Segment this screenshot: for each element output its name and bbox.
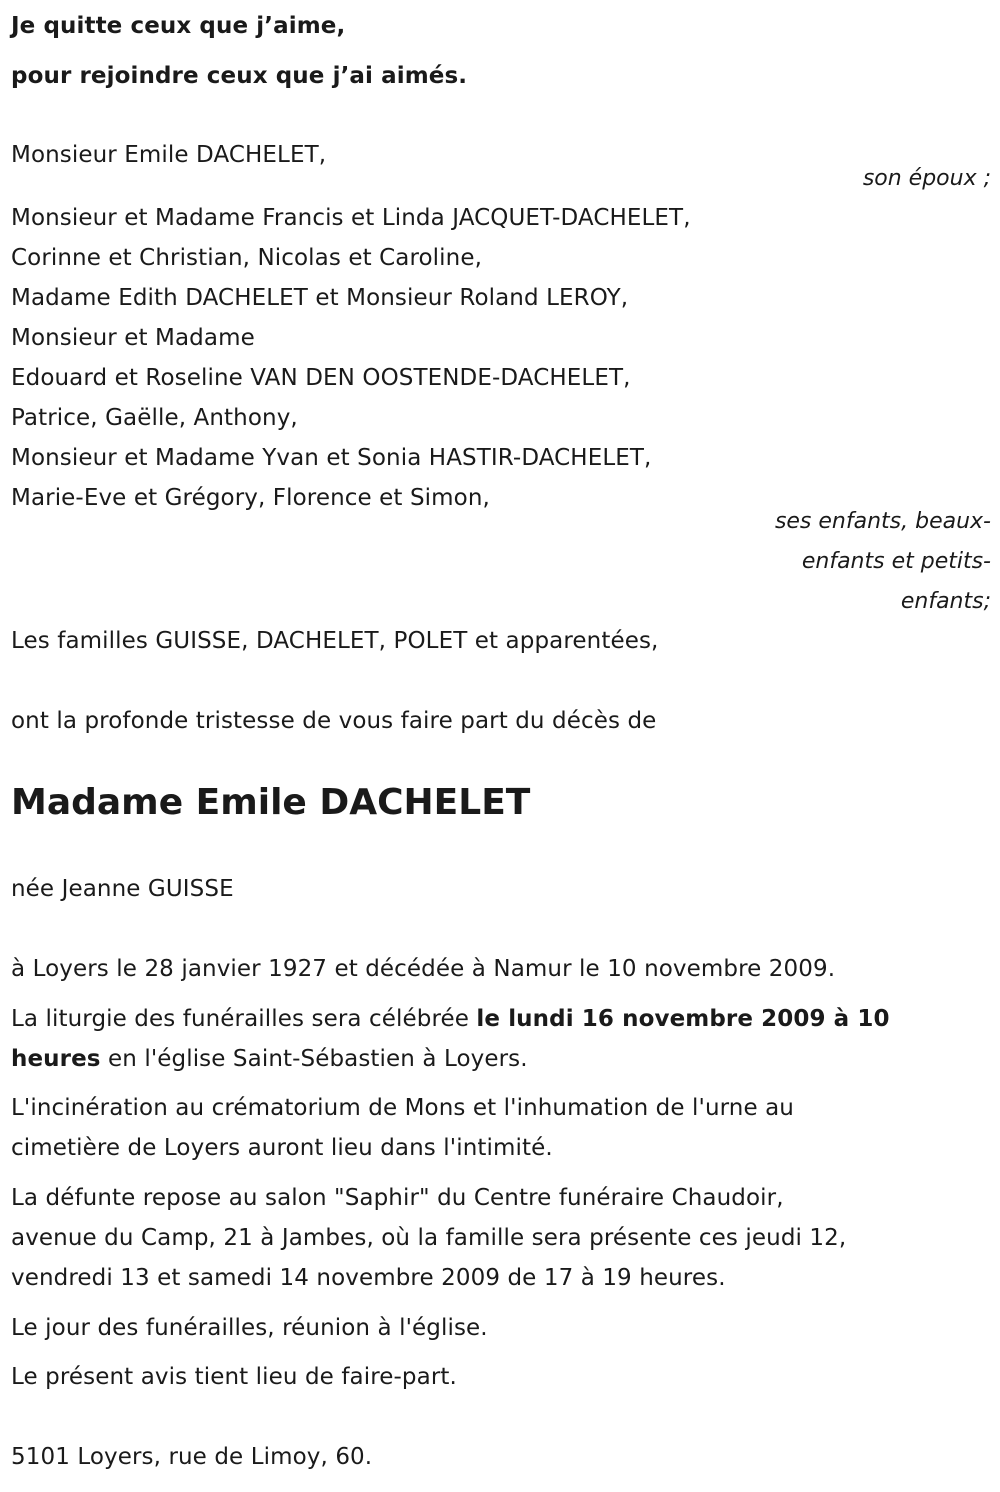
address-line: 5101 Loyers, rue de Limoy, 60. <box>11 1444 373 1470</box>
repose-line: La défunte repose au salon "Saphir" du Centre funéraire Chaudoir, <box>11 1185 784 1211</box>
liturgy-line-2 <box>11 1039 528 1079</box>
children-line: Monsieur et Madame <box>11 325 255 351</box>
liturgy-time: heures <box>11 1046 101 1072</box>
liturgy-line-1 <box>11 999 890 1039</box>
meeting-line: Le jour des funérailles, réunion à l'église. <box>11 1315 488 1341</box>
children-line: Monsieur et Madame Francis et Linda JACQUET-DACHELET, <box>11 205 691 231</box>
notice-line: Le présent avis tient lieu de faire-part. <box>11 1364 457 1390</box>
children-line: Monsieur et Madame Yvan et Sonia HASTIR-DACHELET, <box>11 445 652 471</box>
incineration-line: cimetière de Loyers auront lieu dans l'intimité. <box>11 1135 553 1161</box>
spouse-name: Monsieur Emile DACHELET, <box>11 142 327 168</box>
children-role-line: enfants et petits- <box>801 549 991 574</box>
repose-line: vendredi 13 et samedi 14 novembre 2009 de 17 à 19 heures. <box>11 1265 726 1291</box>
liturgy-date: le lundi 16 novembre 2009 à 10 <box>476 1006 890 1032</box>
announcement-line: ont la profonde tristesse de vous faire part du décès de <box>11 708 657 734</box>
children-role-line: ses enfants, beaux- <box>774 509 991 534</box>
children-line: Madame Edith DACHELET et Monsieur Roland LEROY, <box>11 285 629 311</box>
spouse-role: son époux ; <box>862 166 991 191</box>
dates-line: à Loyers le 28 janvier 1927 et décédée à Namur le 10 novembre 2009. <box>11 956 836 982</box>
birth-name: née Jeanne GUISSE <box>11 876 234 902</box>
deceased-name: Madame Emile DACHELET <box>11 782 531 823</box>
families-line: Les familles GUISSE, DACHELET, POLET et apparentées, <box>11 628 659 654</box>
repose-line: avenue du Camp, 21 à Jambes, où la famille sera présente ces jeudi 12, <box>11 1225 847 1251</box>
incineration-line: L'incinération au crématorium de Mons et l'inhumation de l'urne au <box>11 1095 794 1121</box>
children-line: Patrice, Gaëlle, Anthony, <box>11 405 298 431</box>
children-line: Edouard et Roseline VAN DEN OOSTENDE-DACHELET, <box>11 365 631 391</box>
children-role-line: enfants; <box>900 589 991 614</box>
children-line: Marie-Eve et Grégory, Florence et Simon, <box>11 485 490 511</box>
liturgy-prefix: La liturgie des funérailles sera célébrée <box>11 1006 477 1032</box>
epigraph-line-2: pour rejoindre ceux que j’ai aimés. <box>11 63 468 89</box>
children-line: Corinne et Christian, Nicolas et Caroline, <box>11 245 483 271</box>
epigraph-line-1: Je quitte ceux que j’aime, <box>11 13 346 39</box>
liturgy-suffix: en l'église Saint-Sébastien à Loyers. <box>100 1046 528 1072</box>
